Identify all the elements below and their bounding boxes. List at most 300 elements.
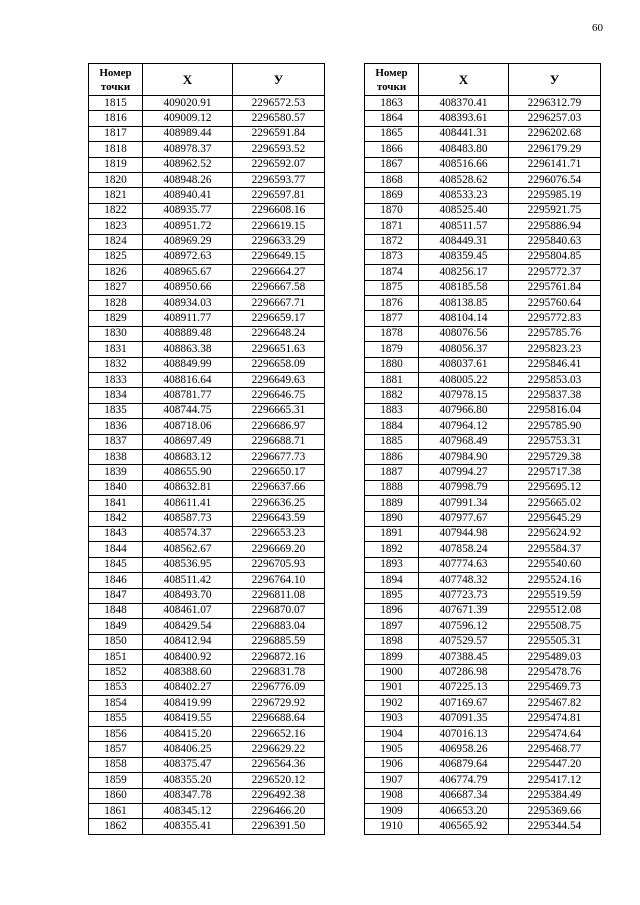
x-coordinate-cell: 407388.45: [419, 650, 509, 665]
table-header-row: [89, 64, 325, 96]
y-coordinate-cell: 2295584.37: [509, 542, 601, 557]
table-row: [365, 557, 601, 572]
point-number-cell: 1818: [89, 142, 143, 157]
table-row: [365, 373, 601, 388]
point-number-cell: 1836: [89, 419, 143, 434]
y-coordinate-cell: 2296667.58: [233, 280, 325, 295]
point-number-cell: 1827: [89, 280, 143, 295]
y-coordinate-cell: 2296649.15: [233, 249, 325, 264]
x-coordinate-cell: 408978.37: [143, 142, 233, 157]
y-coordinate-cell: 2295823.23: [509, 342, 601, 357]
x-coordinate-cell: 408370.41: [419, 96, 509, 111]
table-row: [89, 342, 325, 357]
point-number-cell: 1873: [365, 249, 419, 264]
y-coordinate-cell: 2296651.63: [233, 342, 325, 357]
table-body-right: [365, 96, 601, 835]
table-row: [365, 357, 601, 372]
y-coordinate-cell: 2295519.59: [509, 588, 601, 603]
y-coordinate-cell: 2296667.71: [233, 296, 325, 311]
x-coordinate-cell: 407529.57: [419, 634, 509, 649]
x-coordinate-cell: 408697.49: [143, 434, 233, 449]
table-row: [89, 188, 325, 203]
point-number-cell: 1831: [89, 342, 143, 357]
y-coordinate-cell: 2296650.17: [233, 465, 325, 480]
table-row: [89, 142, 325, 157]
y-coordinate-cell: 2296564.36: [233, 757, 325, 772]
x-coordinate-cell: 408587.73: [143, 511, 233, 526]
point-number-cell: 1905: [365, 742, 419, 757]
point-number-cell: 1826: [89, 265, 143, 280]
point-number-cell: 1815: [89, 96, 143, 111]
point-number-cell: 1887: [365, 465, 419, 480]
y-coordinate-cell: 2296593.77: [233, 172, 325, 187]
point-number-cell: 1828: [89, 296, 143, 311]
y-coordinate-cell: 2296705.93: [233, 557, 325, 572]
y-coordinate-cell: 2295540.60: [509, 557, 601, 572]
point-number-cell: 1871: [365, 219, 419, 234]
x-coordinate-cell: 407671.39: [419, 603, 509, 618]
y-coordinate-cell: 2295645.29: [509, 511, 601, 526]
x-coordinate-cell: 408511.57: [419, 219, 509, 234]
x-coordinate-cell: 407748.32: [419, 573, 509, 588]
point-number-header: [365, 64, 419, 96]
point-number-cell: 1830: [89, 326, 143, 341]
x-coordinate-cell: 408441.31: [419, 126, 509, 141]
x-coordinate-cell: 408935.77: [143, 203, 233, 218]
table-row: [89, 788, 325, 803]
table-row: [89, 219, 325, 234]
point-number-cell: 1837: [89, 434, 143, 449]
table-row: [89, 373, 325, 388]
x-coordinate-cell: 408849.99: [143, 357, 233, 372]
y-coordinate-cell: 2296637.66: [233, 480, 325, 495]
y-coordinate-cell: 2295772.37: [509, 265, 601, 280]
table-row: [89, 249, 325, 264]
y-coordinate-cell: 2295729.38: [509, 449, 601, 464]
y-coordinate-cell: 2296653.23: [233, 526, 325, 541]
y-coordinate-cell: 2296648.24: [233, 326, 325, 341]
point-number-cell: 1820: [89, 172, 143, 187]
point-number-cell: 1860: [89, 788, 143, 803]
point-number-cell: 1849: [89, 619, 143, 634]
point-number-cell: 1907: [365, 773, 419, 788]
y-coordinate-cell: 2295505.31: [509, 634, 601, 649]
table-row: [365, 96, 601, 111]
point-number-cell: 1899: [365, 650, 419, 665]
table-row: [89, 619, 325, 634]
point-number-cell: 1883: [365, 403, 419, 418]
table-row: [89, 650, 325, 665]
point-number-cell: 1842: [89, 511, 143, 526]
y-coordinate-cell: 2296391.50: [233, 819, 325, 834]
table-row: [365, 588, 601, 603]
point-number-cell: 1822: [89, 203, 143, 218]
y-header: У: [509, 64, 601, 96]
point-number-cell: 1852: [89, 665, 143, 680]
point-number-cell: 1870: [365, 203, 419, 218]
y-coordinate-cell: 2295816.04: [509, 403, 601, 418]
table-row: [89, 773, 325, 788]
point-number-cell: 1892: [365, 542, 419, 557]
point-number-cell: 1867: [365, 157, 419, 172]
y-coordinate-cell: 2296872.16: [233, 650, 325, 665]
point-number-cell: 1838: [89, 449, 143, 464]
table-row: [365, 172, 601, 187]
point-number-cell: 1816: [89, 111, 143, 126]
x-coordinate-cell: 408951.72: [143, 219, 233, 234]
point-number-cell: 1876: [365, 296, 419, 311]
y-coordinate-cell: 2295804.85: [509, 249, 601, 264]
point-number-header: [89, 64, 143, 96]
point-number-cell: 1834: [89, 388, 143, 403]
table-row: [89, 588, 325, 603]
point-number-cell: 1841: [89, 496, 143, 511]
x-coordinate-cell: 408562.67: [143, 542, 233, 557]
x-coordinate-cell: 407978.15: [419, 388, 509, 403]
table-row: [89, 757, 325, 772]
table-row: [365, 803, 601, 818]
x-coordinate-cell: 408138.85: [419, 296, 509, 311]
x-coordinate-cell: 408076.56: [419, 326, 509, 341]
table-row: [365, 419, 601, 434]
point-number-cell: 1825: [89, 249, 143, 264]
y-coordinate-cell: 2296466.20: [233, 803, 325, 818]
table-row: [365, 188, 601, 203]
x-coordinate-cell: 408511.42: [143, 573, 233, 588]
y-coordinate-cell: 2295985.19: [509, 188, 601, 203]
table-row: [89, 603, 325, 618]
table-row: [365, 234, 601, 249]
x-coordinate-cell: 408256.17: [419, 265, 509, 280]
table-row: [365, 542, 601, 557]
table-row: [365, 219, 601, 234]
y-coordinate-cell: 2296202.68: [509, 126, 601, 141]
x-coordinate-cell: 408611.41: [143, 496, 233, 511]
point-number-cell: 1819: [89, 157, 143, 172]
table-row: [89, 96, 325, 111]
y-coordinate-cell: 2296593.52: [233, 142, 325, 157]
x-coordinate-cell: 408461.07: [143, 603, 233, 618]
x-coordinate-cell: 408911.77: [143, 311, 233, 326]
point-number-cell: 1880: [365, 357, 419, 372]
x-coordinate-cell: 407966.80: [419, 403, 509, 418]
point-number-cell: 1844: [89, 542, 143, 557]
y-coordinate-cell: 2295384.49: [509, 788, 601, 803]
table-row: [365, 526, 601, 541]
point-number-cell: 1817: [89, 126, 143, 141]
y-coordinate-cell: 2296764.10: [233, 573, 325, 588]
point-number-cell: 1894: [365, 573, 419, 588]
table-row: [89, 557, 325, 572]
x-coordinate-cell: 408889.48: [143, 326, 233, 341]
table-row: [365, 111, 601, 126]
x-coordinate-cell: 408005.22: [419, 373, 509, 388]
point-number-cell: 1890: [365, 511, 419, 526]
point-number-cell: 1857: [89, 742, 143, 757]
y-coordinate-cell: 2295344.54: [509, 819, 601, 834]
table-row: [89, 496, 325, 511]
y-coordinate-cell: 2295717.38: [509, 465, 601, 480]
point-number-cell: 1884: [365, 419, 419, 434]
x-coordinate-cell: 408934.03: [143, 296, 233, 311]
table-row: [89, 819, 325, 834]
y-coordinate-cell: 2295853.03: [509, 373, 601, 388]
table-row: [89, 511, 325, 526]
table-row: [89, 388, 325, 403]
y-coordinate-cell: 2296652.16: [233, 727, 325, 742]
x-coordinate-cell: 407286.98: [419, 665, 509, 680]
x-coordinate-cell: 407225.13: [419, 680, 509, 695]
table-row: [365, 696, 601, 711]
y-coordinate-cell: 2296646.75: [233, 388, 325, 403]
point-number-cell: 1864: [365, 111, 419, 126]
table-row: [365, 573, 601, 588]
y-coordinate-cell: 2296643.59: [233, 511, 325, 526]
y-coordinate-cell: 2296870.07: [233, 603, 325, 618]
y-coordinate-cell: 2295467.82: [509, 696, 601, 711]
table-row: [89, 680, 325, 695]
point-number-cell: 1856: [89, 727, 143, 742]
table-row: [365, 480, 601, 495]
x-coordinate-cell: 408863.38: [143, 342, 233, 357]
point-number-cell: 1850: [89, 634, 143, 649]
x-coordinate-cell: 407016.13: [419, 727, 509, 742]
x-coordinate-cell: 408525.40: [419, 203, 509, 218]
y-coordinate-cell: 2296608.16: [233, 203, 325, 218]
table-row: [365, 249, 601, 264]
y-coordinate-cell: 2296597.81: [233, 188, 325, 203]
x-coordinate-cell: 407968.49: [419, 434, 509, 449]
y-coordinate-cell: 2295474.64: [509, 727, 601, 742]
point-number-cell: 1858: [89, 757, 143, 772]
table-row: [89, 157, 325, 172]
x-coordinate-cell: 408965.67: [143, 265, 233, 280]
point-number-cell: 1904: [365, 727, 419, 742]
y-coordinate-cell: 2296885.59: [233, 634, 325, 649]
x-coordinate-cell: 407984.90: [419, 449, 509, 464]
x-coordinate-cell: 408104.14: [419, 311, 509, 326]
table-row: [89, 311, 325, 326]
point-number-cell: 1901: [365, 680, 419, 695]
x-coordinate-cell: 408632.81: [143, 480, 233, 495]
y-coordinate-cell: 2295665.02: [509, 496, 601, 511]
table-row: [365, 757, 601, 772]
x-coordinate-cell: 407977.67: [419, 511, 509, 526]
table-row: [365, 603, 601, 618]
table-row: [89, 126, 325, 141]
y-coordinate-cell: 2295369.66: [509, 803, 601, 818]
y-coordinate-cell: 2296677.73: [233, 449, 325, 464]
point-number-cell: 1881: [365, 373, 419, 388]
point-number-header-line2: точки: [100, 80, 131, 93]
y-coordinate-cell: 2295760.64: [509, 296, 601, 311]
point-number-cell: 1906: [365, 757, 419, 772]
point-number-cell: 1846: [89, 573, 143, 588]
point-number-cell: 1886: [365, 449, 419, 464]
y-coordinate-cell: 2296659.17: [233, 311, 325, 326]
y-coordinate-cell: 2296688.64: [233, 711, 325, 726]
table-row: [89, 696, 325, 711]
y-coordinate-cell: 2296649.63: [233, 373, 325, 388]
x-coordinate-cell: 408969.29: [143, 234, 233, 249]
point-number-cell: 1903: [365, 711, 419, 726]
point-number-cell: 1865: [365, 126, 419, 141]
y-coordinate-cell: 2295840.63: [509, 234, 601, 249]
y-coordinate-cell: 2296179.29: [509, 142, 601, 157]
point-number-cell: 1869: [365, 188, 419, 203]
point-number-cell: 1821: [89, 188, 143, 203]
x-coordinate-cell: 408972.63: [143, 249, 233, 264]
point-number-cell: 1908: [365, 788, 419, 803]
point-number-cell: 1861: [89, 803, 143, 818]
y-coordinate-cell: 2295837.38: [509, 388, 601, 403]
x-coordinate-cell: 407991.34: [419, 496, 509, 511]
point-number-header-line2: точки: [376, 80, 407, 93]
y-coordinate-cell: 2296592.07: [233, 157, 325, 172]
x-coordinate-cell: 408388.60: [143, 665, 233, 680]
y-coordinate-cell: 2295785.76: [509, 326, 601, 341]
y-coordinate-cell: 2295524.16: [509, 573, 601, 588]
y-coordinate-cell: 2295772.83: [509, 311, 601, 326]
point-number-cell: 1829: [89, 311, 143, 326]
x-coordinate-cell: 407091.35: [419, 711, 509, 726]
x-coordinate-cell: 408533.23: [419, 188, 509, 203]
y-coordinate-cell: 2296688.71: [233, 434, 325, 449]
table-row: [89, 542, 325, 557]
x-header: X: [419, 64, 509, 96]
point-number-header-line1: Номер: [375, 66, 408, 79]
x-coordinate-cell: 408393.61: [419, 111, 509, 126]
y-coordinate-cell: 2296636.25: [233, 496, 325, 511]
table-row: [89, 480, 325, 495]
x-coordinate-cell: 408419.99: [143, 696, 233, 711]
y-coordinate-cell: 2296669.20: [233, 542, 325, 557]
coordinates-table-right: [364, 63, 601, 835]
x-coordinate-cell: 408419.55: [143, 711, 233, 726]
x-coordinate-cell: 408359.45: [419, 249, 509, 264]
x-coordinate-cell: 408355.20: [143, 773, 233, 788]
y-coordinate-cell: 2295512.08: [509, 603, 601, 618]
point-number-cell: 1882: [365, 388, 419, 403]
x-coordinate-cell: 408400.92: [143, 650, 233, 665]
table-row: [365, 634, 601, 649]
x-coordinate-cell: 408574.37: [143, 526, 233, 541]
y-coordinate-cell: 2295474.81: [509, 711, 601, 726]
point-number-cell: 1888: [365, 480, 419, 495]
y-coordinate-cell: 2296572.53: [233, 96, 325, 111]
table-row: [89, 172, 325, 187]
point-number-cell: 1893: [365, 557, 419, 572]
x-coordinate-cell: 408683.12: [143, 449, 233, 464]
y-coordinate-cell: 2296257.03: [509, 111, 601, 126]
x-coordinate-cell: 407944.98: [419, 526, 509, 541]
x-coordinate-cell: 408347.78: [143, 788, 233, 803]
x-coordinate-cell: 408406.25: [143, 742, 233, 757]
coordinates-table-left: [88, 63, 325, 835]
point-number-cell: 1862: [89, 819, 143, 834]
x-coordinate-cell: 406774.79: [419, 773, 509, 788]
x-coordinate-cell: 408345.12: [143, 803, 233, 818]
table-row: [365, 296, 601, 311]
point-number-cell: 1859: [89, 773, 143, 788]
point-number-cell: 1897: [365, 619, 419, 634]
x-coordinate-cell: 408493.70: [143, 588, 233, 603]
table-row: [89, 357, 325, 372]
point-number-cell: 1910: [365, 819, 419, 834]
x-coordinate-cell: 407994.27: [419, 465, 509, 480]
y-coordinate-cell: 2296883.04: [233, 619, 325, 634]
point-number-cell: 1889: [365, 496, 419, 511]
point-number-cell: 1824: [89, 234, 143, 249]
table-row: [89, 711, 325, 726]
point-number-cell: 1891: [365, 526, 419, 541]
y-coordinate-cell: 2296520.12: [233, 773, 325, 788]
table-row: [89, 634, 325, 649]
table-row: [89, 111, 325, 126]
x-coordinate-cell: 408185.58: [419, 280, 509, 295]
table-row: [365, 203, 601, 218]
point-number-cell: 1909: [365, 803, 419, 818]
x-coordinate-cell: 408718.06: [143, 419, 233, 434]
x-coordinate-cell: 407169.67: [419, 696, 509, 711]
point-number-cell: 1885: [365, 434, 419, 449]
point-number-cell: 1900: [365, 665, 419, 680]
x-coordinate-cell: 407964.12: [419, 419, 509, 434]
table-row: [89, 449, 325, 464]
table-row: [89, 326, 325, 341]
point-number-cell: 1823: [89, 219, 143, 234]
y-coordinate-cell: 2295886.94: [509, 219, 601, 234]
table-row: [365, 326, 601, 341]
y-coordinate-cell: 2295417.12: [509, 773, 601, 788]
table-row: [365, 819, 601, 834]
table-row: [365, 342, 601, 357]
x-coordinate-cell: 406565.92: [419, 819, 509, 834]
point-number-cell: 1845: [89, 557, 143, 572]
y-coordinate-cell: 2296076.54: [509, 172, 601, 187]
point-number-cell: 1866: [365, 142, 419, 157]
point-number-cell: 1875: [365, 280, 419, 295]
table-row: [365, 449, 601, 464]
y-coordinate-cell: 2296729.92: [233, 696, 325, 711]
point-number-cell: 1896: [365, 603, 419, 618]
table-row: [89, 803, 325, 818]
x-coordinate-cell: 409009.12: [143, 111, 233, 126]
point-number-cell: 1843: [89, 526, 143, 541]
y-coordinate-cell: 2296658.09: [233, 357, 325, 372]
y-coordinate-cell: 2296141.71: [509, 157, 601, 172]
x-coordinate-cell: 408516.66: [419, 157, 509, 172]
table-row: [365, 773, 601, 788]
y-header: У: [233, 64, 325, 96]
x-coordinate-cell: 408536.95: [143, 557, 233, 572]
x-header: X: [143, 64, 233, 96]
point-number-cell: 1847: [89, 588, 143, 603]
table-row: [365, 511, 601, 526]
table-row: [365, 403, 601, 418]
table-row: [365, 742, 601, 757]
table-row: [89, 403, 325, 418]
x-coordinate-cell: 409020.91: [143, 96, 233, 111]
point-number-cell: 1863: [365, 96, 419, 111]
table-row: [89, 203, 325, 218]
x-coordinate-cell: 408402.27: [143, 680, 233, 695]
point-number-cell: 1877: [365, 311, 419, 326]
point-number-cell: 1848: [89, 603, 143, 618]
table-row: [365, 157, 601, 172]
table-row: [89, 665, 325, 680]
x-coordinate-cell: 408816.64: [143, 373, 233, 388]
